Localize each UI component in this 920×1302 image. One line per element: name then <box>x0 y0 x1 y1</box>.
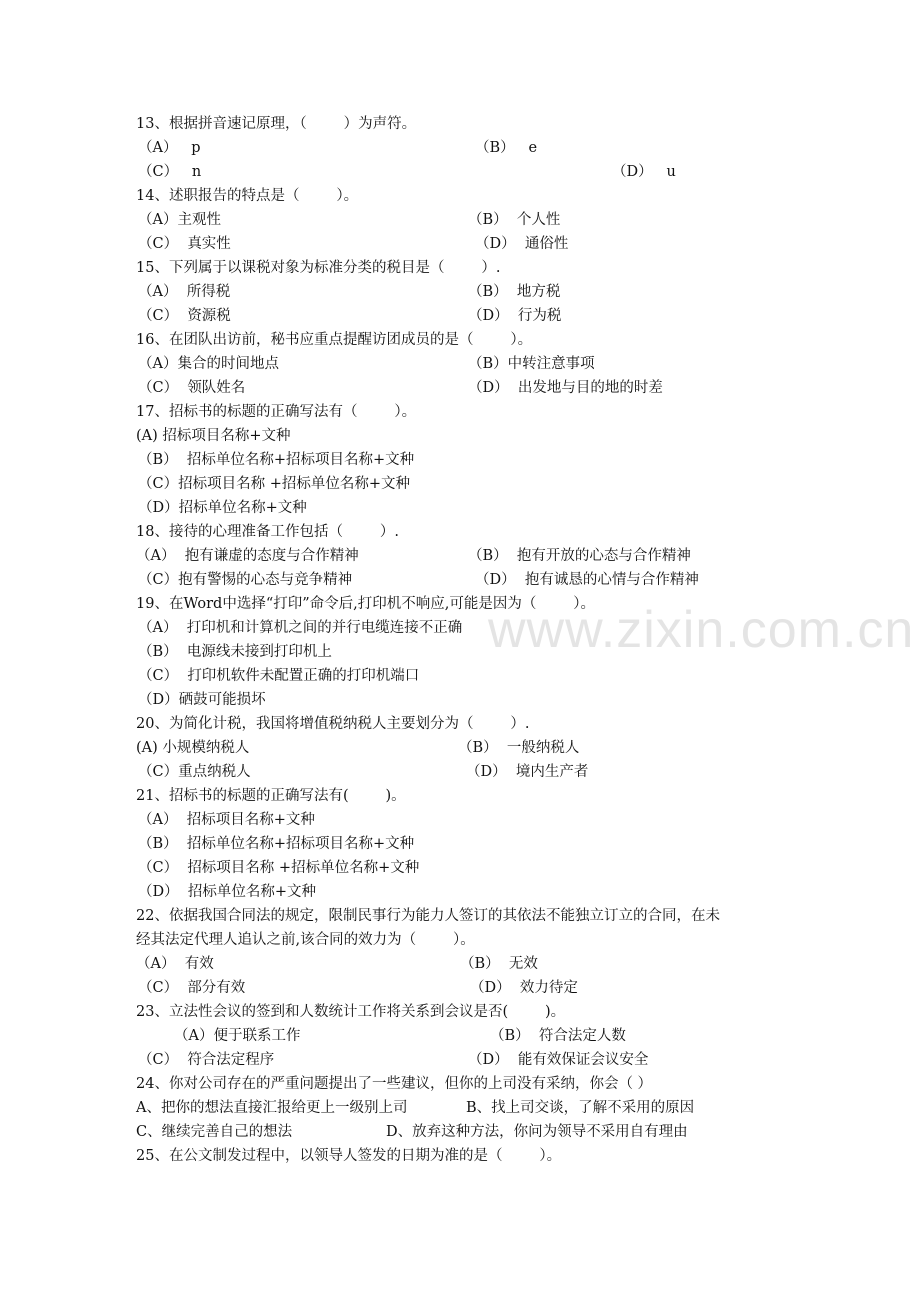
question-14: 14、述职报告的特点是（ ）。 <box>136 188 359 204</box>
option-24-d: D、放弃这种方法，你问为领导不采用自有理由 <box>386 1124 688 1140</box>
option-18-a: （A） 抱有谦虚的态度与合作精神 <box>136 548 359 564</box>
option-20-a: (A) 小规模纳税人 <box>136 740 250 756</box>
question-18: 18、接待的心理准备工作包括（ ）. <box>136 524 399 540</box>
option-20-d: （D） 境内生产者 <box>466 764 589 780</box>
option-14-a: （A）主观性 <box>138 212 221 228</box>
option-15-d: （D） 行为税 <box>468 308 562 324</box>
option-19-c: （C） 打印机软件未配置正确的打印机端口 <box>138 668 420 684</box>
question-16: 16、在团队出访前，秘书应重点提醒访团成员的是（ ）。 <box>136 332 533 348</box>
option-24-b: B、找上司交谈，了解不采用的原因 <box>466 1100 695 1116</box>
option-24-a: A、把你的想法直接汇报给更上一级别上司 <box>136 1100 408 1116</box>
question-22: 22、依据我国合同法的规定，限制民事行为能力人签订的其依法不能独立订立的合同，在未 <box>136 908 720 924</box>
question-21: 21、招标书的标题的正确写法有( )。 <box>136 788 406 804</box>
option-19-b: （B） 电源线未接到打印机上 <box>138 644 332 660</box>
option-19-d: （D）硒鼓可能损坏 <box>138 692 266 708</box>
question-25: 25、在公文制发过程中，以领导人签发的日期为准的是（ ）。 <box>136 1148 562 1164</box>
option-13-d: （D） u <box>612 164 676 180</box>
question-23: 23、立法性会议的签到和人数统计工作将关系到会议是否( )。 <box>136 1004 566 1020</box>
question-15: 15、下列属于以课税对象为标准分类的税目是（ ）. <box>136 260 501 276</box>
option-14-b: （B） 个人性 <box>468 212 561 228</box>
option-19-a: （A） 打印机和计算机之间的并行电缆连接不正确 <box>138 620 463 636</box>
option-17-c: （C）招标项目名称 +招标单位名称+文种 <box>138 476 411 492</box>
option-17-a: (A) 招标项目名称+文种 <box>136 428 291 444</box>
option-20-b: （B） 一般纳税人 <box>458 740 580 756</box>
watermark: www.zixin.com.cn <box>488 601 915 659</box>
option-16-a: （A）集合的时间地点 <box>138 356 279 372</box>
option-17-b: （B） 招标单位名称+招标项目名称+文种 <box>138 452 415 468</box>
option-17-d: （D）招标单位名称+文种 <box>138 500 307 516</box>
option-23-a: （A）便于联系工作 <box>174 1028 301 1044</box>
option-18-c: （C）抱有警惕的心态与竞争精神 <box>138 572 353 588</box>
option-20-c: （C）重点纳税人 <box>138 764 251 780</box>
option-13-b: （B） e <box>475 140 538 156</box>
question-19: 19、在Word中选择“打印”命令后,打印机不响应,可能是因为（ ）。 <box>136 596 595 612</box>
option-14-c: （C） 真实性 <box>138 236 231 252</box>
question-13: 13、根据拼音速记原理，（ ）为声符。 <box>136 116 417 132</box>
option-14-d: （D） 通俗性 <box>475 236 569 252</box>
option-18-d: （D） 抱有诚恳的心情与合作精神 <box>475 572 699 588</box>
option-23-b: （B） 符合法定人数 <box>490 1028 626 1044</box>
question-22-continued: 经其法定代理人追认之前,该合同的效力为（ ）。 <box>136 932 475 948</box>
option-21-c: （C） 招标项目名称 +招标单位名称+文种 <box>138 860 420 876</box>
option-21-b: （B） 招标单位名称+招标项目名称+文种 <box>138 836 415 852</box>
option-15-a: （A） 所得税 <box>138 284 231 300</box>
option-18-b: （B） 抱有开放的心态与合作精神 <box>468 548 691 564</box>
option-13-a: （A） p <box>138 140 201 156</box>
option-15-b: （B） 地方税 <box>468 284 561 300</box>
option-13-c: （C） n <box>138 164 202 180</box>
option-22-c: （C） 部分有效 <box>138 980 246 996</box>
option-16-b: （B）中转注意事项 <box>468 356 595 372</box>
option-21-a: （A） 招标项目名称+文种 <box>138 812 315 828</box>
option-22-d: （D） 效力待定 <box>470 980 578 996</box>
option-24-c: C、继续完善自己的想法 <box>136 1124 293 1140</box>
question-17: 17、招标书的标题的正确写法有（ ）。 <box>136 404 417 420</box>
question-20: 20、为简化计税，我国将增值税纳税人主要划分为（ ）. <box>136 716 530 732</box>
option-23-c: （C） 符合法定程序 <box>138 1052 275 1068</box>
question-24: 24、你对公司存在的严重问题提出了一些建议，但你的上司没有采纳，你会（ ） <box>136 1076 653 1092</box>
option-16-d: （D） 出发地与目的地的时差 <box>468 380 663 396</box>
option-16-c: （C） 领队姓名 <box>138 380 246 396</box>
option-23-d: （D） 能有效保证会议安全 <box>468 1052 649 1068</box>
option-22-a: （A） 有效 <box>136 956 214 972</box>
option-22-b: （B） 无效 <box>460 956 538 972</box>
option-15-c: （C） 资源税 <box>138 308 231 324</box>
option-21-d: （D） 招标单位名称+文种 <box>138 884 316 900</box>
